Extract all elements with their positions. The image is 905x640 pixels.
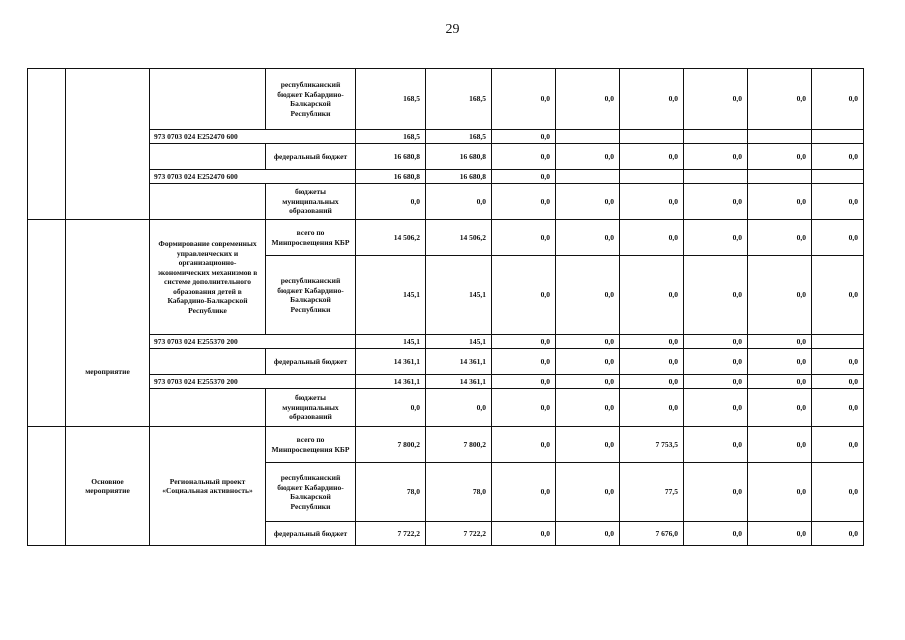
- table-row: [28, 349, 864, 375]
- funding-source: федеральный бюджет: [266, 349, 356, 375]
- amount-cell: 0,0: [620, 184, 684, 220]
- amount-cell: 0,0: [748, 256, 812, 335]
- amount-cell: 0,0: [492, 220, 556, 256]
- amount-cell: 0,0: [556, 522, 620, 546]
- amount-cell: 0,0: [492, 170, 556, 184]
- funding-source: всего по Минпросвещения КБР: [266, 220, 356, 256]
- amount-cell: 0,0: [684, 220, 748, 256]
- amount-cell: 0,0: [748, 427, 812, 463]
- amount-cell: 0,0: [812, 144, 864, 170]
- amount-cell: 14 506,2: [426, 220, 492, 256]
- amount-cell: 0,0: [620, 69, 684, 130]
- amount-cell: 0,0: [748, 375, 812, 389]
- empty-cell-2: [66, 69, 150, 220]
- amount-cell: 0,0: [684, 144, 748, 170]
- amount-cell: 0,0: [492, 389, 556, 427]
- amount-cell: 145,1: [426, 335, 492, 349]
- funding-source: республиканский бюджет Кабардино-Балкарской Республики: [266, 463, 356, 522]
- amount-cell: 0,0: [620, 335, 684, 349]
- amount-cell: 0,0: [748, 389, 812, 427]
- amount-cell: 0,0: [748, 335, 812, 349]
- amount-cell: 0,0: [684, 349, 748, 375]
- amount-cell: 168,5: [426, 69, 492, 130]
- amount-cell: 0,0: [492, 144, 556, 170]
- amount-cell: 0,0: [620, 256, 684, 335]
- table-row: [28, 184, 864, 220]
- empty-cell: [150, 349, 266, 375]
- amount-cell: 0,0: [492, 69, 556, 130]
- amount-cell: [684, 170, 748, 184]
- amount-cell: 0,0: [556, 463, 620, 522]
- empty-cell-1: [28, 427, 66, 546]
- funding-source: республиканский бюджет Кабардино-Балкарской Республики: [266, 256, 356, 335]
- amount-cell: [620, 130, 684, 144]
- measure-title: Региональный проект «Социальная активность»: [150, 427, 266, 546]
- amount-cell: 0,0: [556, 349, 620, 375]
- amount-cell: 0,0: [812, 220, 864, 256]
- amount-cell: 0,0: [492, 463, 556, 522]
- amount-cell: 0,0: [748, 144, 812, 170]
- amount-cell: 0,0: [356, 184, 426, 220]
- amount-cell: 168,5: [426, 130, 492, 144]
- amount-cell: 0,0: [492, 256, 556, 335]
- amount-cell: 0,0: [812, 184, 864, 220]
- amount-cell: 0,0: [748, 349, 812, 375]
- table-row: [28, 220, 864, 256]
- amount-cell: 78,0: [426, 463, 492, 522]
- amount-cell: [556, 170, 620, 184]
- amount-cell: 0,0: [492, 375, 556, 389]
- amount-cell: 0,0: [620, 349, 684, 375]
- amount-cell: 77,5: [620, 463, 684, 522]
- empty-cell: [150, 69, 266, 130]
- funding-source: бюджеты муниципальных образований: [266, 389, 356, 427]
- amount-cell: 0,0: [620, 389, 684, 427]
- amount-cell: 0,0: [620, 144, 684, 170]
- amount-cell: 0,0: [684, 184, 748, 220]
- amount-cell: 0,0: [620, 220, 684, 256]
- amount-cell: 145,1: [356, 256, 426, 335]
- table-row: [28, 427, 864, 463]
- amount-cell: [812, 170, 864, 184]
- amount-cell: 0,0: [684, 335, 748, 349]
- amount-cell: 0,0: [492, 349, 556, 375]
- budget-table-body: [28, 69, 864, 546]
- table-row: [28, 130, 864, 144]
- budget-code: 973 0703 024 E252470 600: [150, 130, 356, 144]
- amount-cell: 16 680,8: [356, 144, 426, 170]
- table-row: [28, 69, 864, 130]
- amount-cell: 0,0: [684, 522, 748, 546]
- amount-cell: 0,0: [684, 256, 748, 335]
- amount-cell: 0,0: [812, 375, 864, 389]
- amount-cell: 0,0: [748, 522, 812, 546]
- amount-cell: 0,0: [556, 256, 620, 335]
- budget-table: [27, 68, 864, 546]
- amount-cell: [556, 130, 620, 144]
- amount-cell: 0,0: [684, 389, 748, 427]
- amount-cell: [620, 170, 684, 184]
- amount-cell: 16 680,8: [426, 170, 492, 184]
- amount-cell: 14 361,1: [426, 375, 492, 389]
- item-type-label: мероприятие: [66, 220, 150, 427]
- amount-cell: 0,0: [426, 184, 492, 220]
- amount-cell: 0,0: [812, 427, 864, 463]
- amount-cell: 0,0: [556, 427, 620, 463]
- amount-cell: 14 361,1: [356, 349, 426, 375]
- amount-cell: 14 506,2: [356, 220, 426, 256]
- budget-code: 973 0703 024 E255370 200: [150, 375, 356, 389]
- amount-cell: 0,0: [556, 375, 620, 389]
- amount-cell: 0,0: [748, 184, 812, 220]
- amount-cell: 145,1: [356, 335, 426, 349]
- empty-cell-1: [28, 69, 66, 220]
- amount-cell: 0,0: [812, 389, 864, 427]
- amount-cell: 7 722,2: [356, 522, 426, 546]
- amount-cell: 78,0: [356, 463, 426, 522]
- amount-cell: 7 722,2: [426, 522, 492, 546]
- amount-cell: 0,0: [556, 220, 620, 256]
- amount-cell: 7 800,2: [426, 427, 492, 463]
- amount-cell: 168,5: [356, 130, 426, 144]
- amount-cell: 0,0: [426, 389, 492, 427]
- amount-cell: 0,0: [684, 427, 748, 463]
- amount-cell: 0,0: [812, 69, 864, 130]
- amount-cell: 7 800,2: [356, 427, 426, 463]
- table-row: [28, 389, 864, 427]
- amount-cell: 0,0: [556, 184, 620, 220]
- amount-cell: 0,0: [812, 463, 864, 522]
- amount-cell: 0,0: [812, 349, 864, 375]
- amount-cell: 0,0: [556, 69, 620, 130]
- amount-cell: 0,0: [556, 389, 620, 427]
- amount-cell: 0,0: [492, 427, 556, 463]
- amount-cell: 0,0: [492, 130, 556, 144]
- table-row: [28, 375, 864, 389]
- empty-cell: [150, 184, 266, 220]
- amount-cell: 0,0: [492, 184, 556, 220]
- amount-cell: [812, 130, 864, 144]
- empty-cell-1: [28, 220, 66, 427]
- table-row: [28, 170, 864, 184]
- amount-cell: 16 680,8: [356, 170, 426, 184]
- amount-cell: 7 753,5: [620, 427, 684, 463]
- amount-cell: 0,0: [684, 69, 748, 130]
- amount-cell: 0,0: [556, 144, 620, 170]
- amount-cell: [748, 170, 812, 184]
- amount-cell: [684, 130, 748, 144]
- budget-code: 973 0703 024 E255370 200: [150, 335, 356, 349]
- empty-cell: [150, 144, 266, 170]
- amount-cell: 168,5: [356, 69, 426, 130]
- amount-cell: 0,0: [556, 335, 620, 349]
- amount-cell: 0,0: [684, 463, 748, 522]
- scan-edge: [0, 632, 905, 636]
- funding-source: бюджеты муниципальных образований: [266, 184, 356, 220]
- amount-cell: 0,0: [684, 375, 748, 389]
- amount-cell: 0,0: [748, 69, 812, 130]
- amount-cell: 0,0: [748, 220, 812, 256]
- amount-cell: 145,1: [426, 256, 492, 335]
- amount-cell: 7 676,0: [620, 522, 684, 546]
- budget-code: 973 0703 024 E252470 600: [150, 170, 356, 184]
- funding-source: республиканский бюджет Кабардино-Балкарской Республики: [266, 69, 356, 130]
- table-row: [28, 144, 864, 170]
- amount-cell: [812, 335, 864, 349]
- amount-cell: 0,0: [492, 335, 556, 349]
- funding-source: федеральный бюджет: [266, 144, 356, 170]
- funding-source: всего по Минпросвещения КБР: [266, 427, 356, 463]
- amount-cell: [748, 130, 812, 144]
- measure-title: Формирование современных управленческих и организационно-экономических механизмов в системе дополнительного образования детей в Кабардино-Балкарской Республике: [150, 220, 266, 335]
- amount-cell: 14 361,1: [426, 349, 492, 375]
- amount-cell: 14 361,1: [356, 375, 426, 389]
- amount-cell: 0,0: [812, 256, 864, 335]
- page-number: 29: [445, 22, 460, 37]
- amount-cell: 0,0: [356, 389, 426, 427]
- amount-cell: 0,0: [492, 522, 556, 546]
- amount-cell: 0,0: [620, 375, 684, 389]
- amount-cell: 16 680,8: [426, 144, 492, 170]
- amount-cell: 0,0: [812, 522, 864, 546]
- empty-cell: [150, 389, 266, 427]
- table-row: [28, 335, 864, 349]
- item-type-label: Основное мероприятие: [66, 427, 150, 546]
- funding-source: федеральный бюджет: [266, 522, 356, 546]
- amount-cell: 0,0: [748, 463, 812, 522]
